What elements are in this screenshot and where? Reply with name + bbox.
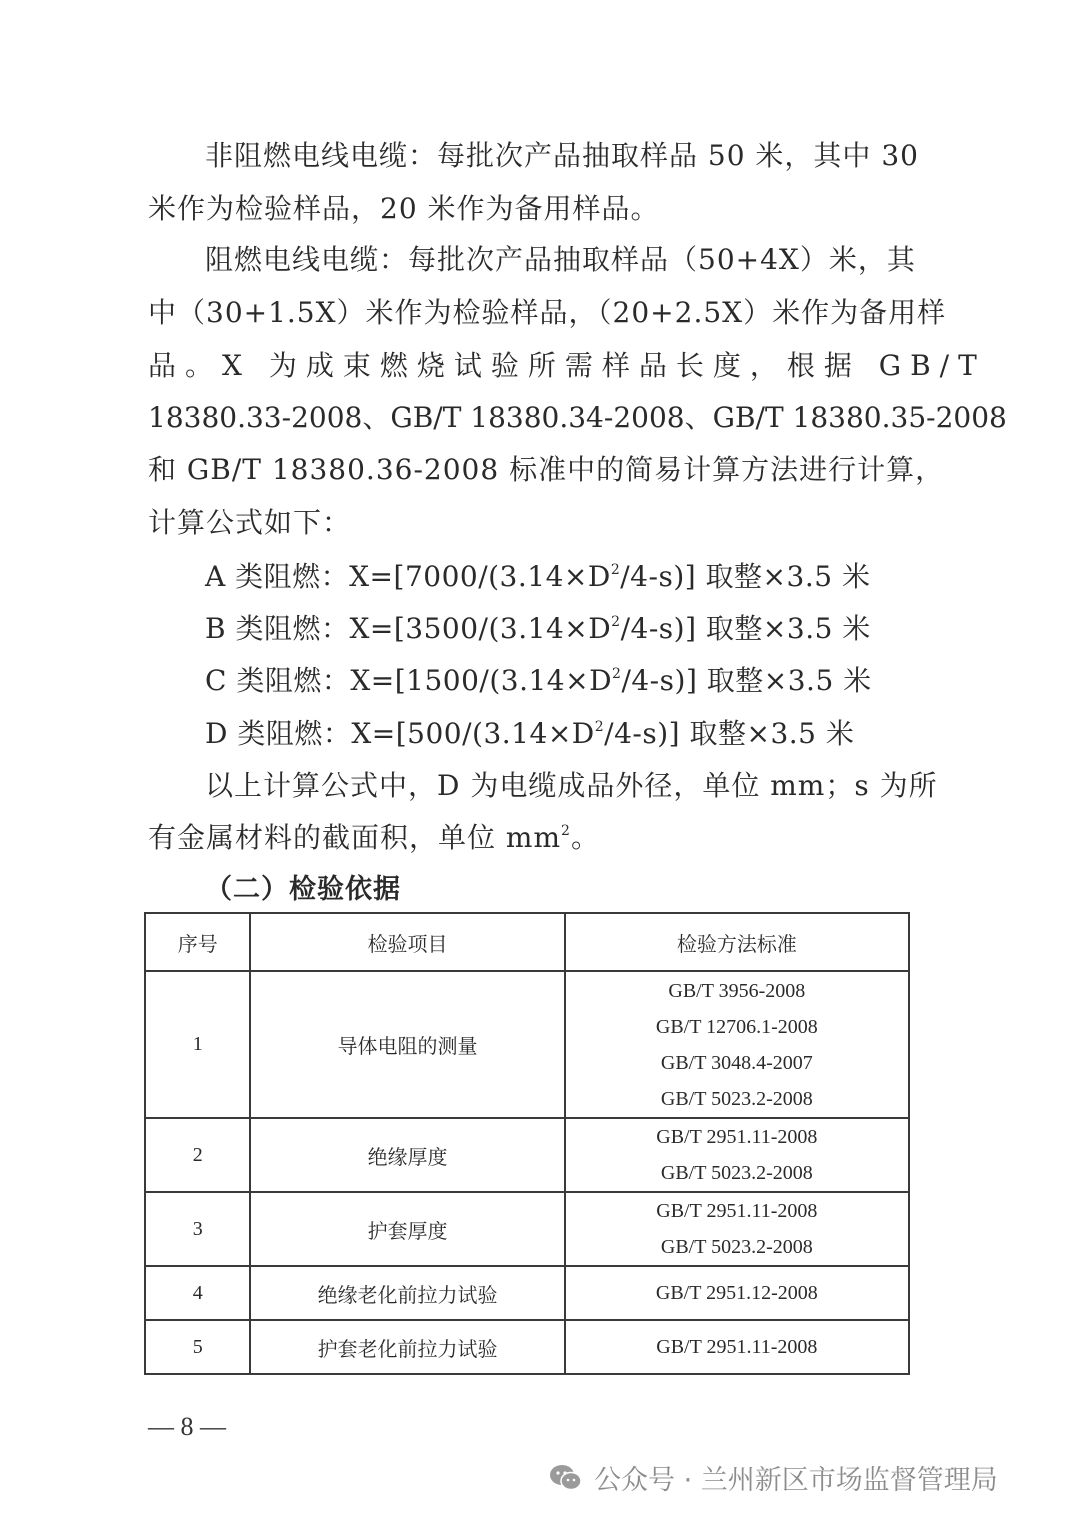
header-standard: 检验方法标准 [565,913,909,971]
watermark [548,1458,998,1497]
row-standards [565,1118,909,1192]
header-no: 序号 [145,913,250,971]
row-no: 2 [145,1118,250,1192]
section-heading: （二）检验依据 [205,874,401,905]
row-item: 护套老化前拉力试验 [250,1320,564,1374]
wechat-icon [548,1463,584,1493]
standard-code: GB/T 2951.12-2008 [655,1282,818,1304]
row-item: 导体电阻的测量 [250,971,564,1118]
para2-line1: 阻燃电线电缆：每批次产品抽取样品（50+4X）米，其 [205,243,916,276]
row-standards [565,1320,909,1374]
para2-line5: 和 GB/T 18380.36-2008 标准中的简易计算方法进行计算， [148,453,945,486]
row-item: 护套厚度 [250,1192,564,1266]
para3-line2: 有金属材料的截面积，单位 $mm^2$。 [148,821,600,854]
formula-b: B 类阻燃：$X=[3500/(3.14\times D^2/4-s)]$ 取整×3.5 米 [205,612,871,645]
formula-a: A 类阻燃：$X=[7000/(3.14\times D^2/4-s)]$ 取整×3.5 米 [205,560,871,593]
standard-code: GB/T 2951.11-2008 [656,1200,818,1222]
row-item: 绝缘厚度 [250,1118,564,1192]
row-standards [565,971,909,1118]
row-no: 4 [145,1266,250,1320]
row-no: 5 [145,1320,250,1374]
formula-c: C 类阻燃：$X=[1500/(3.14\times D^2/4-s)]$ 取整×3.5 米 [205,664,872,697]
standard-code: GB/T 5023.2-2008 [660,1087,813,1110]
standard-code: GB/T 5023.2-2008 [660,1236,813,1258]
inspection-standards-table [144,912,910,1375]
table-row [145,1192,909,1266]
para2-line4: 18380.33-2008、GB/T 18380.34-2008、GB/T 18380.35-2008 [148,401,1007,434]
standard-code: GB/T 5023.2-2008 [660,1162,813,1184]
standard-code: GB/T 3048.4-2007 [660,1051,813,1074]
table-row [145,971,909,1118]
standard-code: GB/T 2951.11-2008 [656,1126,818,1148]
table-row [145,1266,909,1320]
para3-line1: 以上计算公式中，D 为电缆成品外径，单位 mm；s 为所 [205,769,938,802]
header-item: 检验项目 [250,913,564,971]
row-item: 绝缘老化前拉力试验 [250,1266,564,1320]
para2-line3: 品。X 为成束燃烧试验所需样品长度，根据 GB/T [148,349,986,382]
table-row [145,1320,909,1374]
para1-line1: 非阻燃电线电缆：每批次产品抽取样品 50 米，其中 30 [205,139,919,172]
standard-code: GB/T 2951.11-2008 [656,1336,818,1358]
watermark-text: 公众号 · 兰州新区市场监督管理局 [594,1465,998,1496]
para2-line6: 计算公式如下： [148,506,352,539]
row-no: 1 [145,971,250,1118]
table-header-row [145,913,909,971]
standard-code: GB/T 3956-2008 [668,979,806,1002]
page-number: — 8 — [148,1412,226,1441]
row-standards [565,1266,909,1320]
row-no: 3 [145,1192,250,1266]
row-standards [565,1192,909,1266]
para1-line2: 米作为检验样品，20 米作为备用样品。 [148,192,660,225]
para2-line2: 中（30+1.5X）米作为检验样品，（20+2.5X）米作为备用样 [148,296,947,329]
table-row [145,1118,909,1192]
formula-d: D 类阻燃：$X=[500/(3.14\times D^2/4-s)]$ 取整×3.5 米 [205,717,855,750]
standard-code: GB/T 12706.1-2008 [655,1015,818,1038]
